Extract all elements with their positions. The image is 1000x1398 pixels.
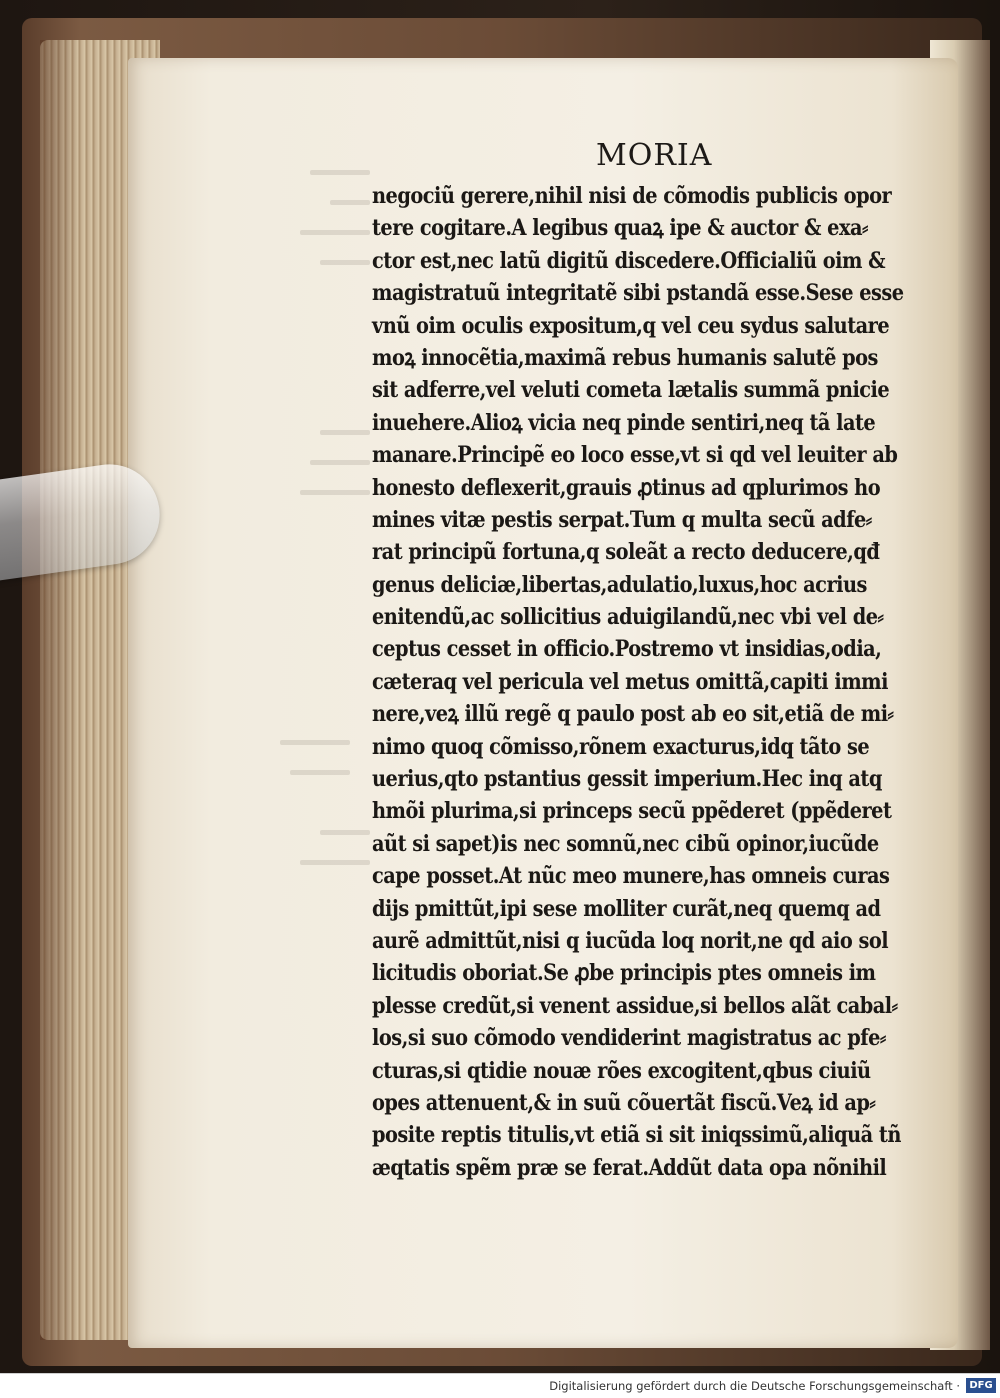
body-text — [372, 180, 940, 1184]
text-line: aũt si sapet)is nec somnũ,nec cibũ opinor,iucũde — [372, 830, 879, 857]
text-line: manare.Principẽ eo loco esse,vt si qd vel leuiter ab — [372, 442, 898, 469]
text-line: vnũ oim oculis expositum,q vel ceu sydus salutare — [372, 312, 890, 339]
show-through-text — [250, 160, 370, 880]
text-line: nimo quoq cõmisso,rõnem exacturus,idq tãto se — [372, 733, 870, 760]
text-line: æqtatis spẽm præ se ferat.Addũt data opa nõnihil — [372, 1154, 887, 1181]
text-line: ceptus cesset in officio.Postremo vt insidias,odia, — [372, 636, 882, 663]
footer-bar — [0, 1373, 1000, 1398]
text-line: licitudis oboriat.Se ꝓbe principis ptes omneis im — [372, 960, 876, 987]
text-line: cæteraq vel pericula vel metus omittã,capiti immi — [372, 668, 888, 695]
text-line: plesse credũt,si venent assidue,si bellos alãt cabal⸗ — [372, 992, 898, 1019]
page-edge-shadow — [40, 40, 80, 1340]
text-line: negociũ gerere,nihil nisi de cõmodis publicis opor — [372, 183, 892, 209]
text-line: tere cogitare.A legibus quaꝝ ipe & auctor & exa⸗ — [372, 215, 868, 242]
text-line: sit adferre,vel veluti cometa lætalis summã pnicie — [372, 377, 890, 404]
text-line: enitendũ,ac sollicitius aduigilandũ,nec vbi vel de⸗ — [372, 604, 884, 631]
dfg-logo: DFG — [966, 1378, 996, 1393]
text-line: inuehere.Alioꝝ vicia neq pinde sentiri,neq tã late — [372, 409, 876, 436]
text-line: mines vitæ pestis serpat.Tum q multa secũ adfe⸗ — [372, 506, 872, 533]
text-line: nere,veꝝ illũ regẽ q paulo post ab eo sit,etiã de mi⸗ — [372, 701, 894, 728]
text-line: uerius,qto pstantius gessit imperium.Hec inq atq — [372, 766, 882, 793]
running-header: MORIA — [596, 138, 713, 173]
text-line: opes attenuent,& in suũ cõuertãt fiscũ.Veꝝ id ap⸗ — [372, 1089, 876, 1116]
text-line: genus deliciæ,libertas,adulatio,luxus,hoc acrius — [372, 571, 867, 598]
text-line: hmõi plurima,si princeps secũ ppẽderet (ppẽderet — [372, 798, 892, 825]
footer-credit: Digitalisierung gefördert durch die Deutsche Forschungsgemeinschaft · — [549, 1379, 960, 1393]
text-line: moꝝ innocẽtia,maximã rebus humanis salutẽ pos — [372, 344, 878, 371]
text-line: cape posset.At nũc meo munere,has omneis curas — [372, 863, 890, 890]
text-line: ctor est,nec latũ digitũ discedere.Officialiũ oim & — [372, 247, 886, 274]
text-line: dijs pmittũt,ipi sese molliter curãt,neq quemq ad — [372, 895, 881, 922]
text-line: honesto deflexerit,grauis ꝓtinus ad qplurimos ho — [372, 474, 881, 501]
text-line: magistratuũ integritatẽ sibi pstandã esse.Sese esse — [372, 280, 904, 307]
text-line: rat principũ fortuna,q soleãt a recto deducere,qđ — [372, 539, 880, 566]
text-line: aurẽ admittũt,nisi q iucũda loq norit,ne qd aio sol — [372, 927, 889, 954]
text-line: posite reptis titulis,vt etiã si sit iniqssimũ,aliquã tñ — [372, 1122, 901, 1149]
text-line: cturas,si qtidie nouæ rões excogitent,qbus ciuiũ — [372, 1057, 871, 1084]
text-line: los,si suo cõmodo vendiderint magistratus ac pfe⸗ — [372, 1025, 886, 1052]
